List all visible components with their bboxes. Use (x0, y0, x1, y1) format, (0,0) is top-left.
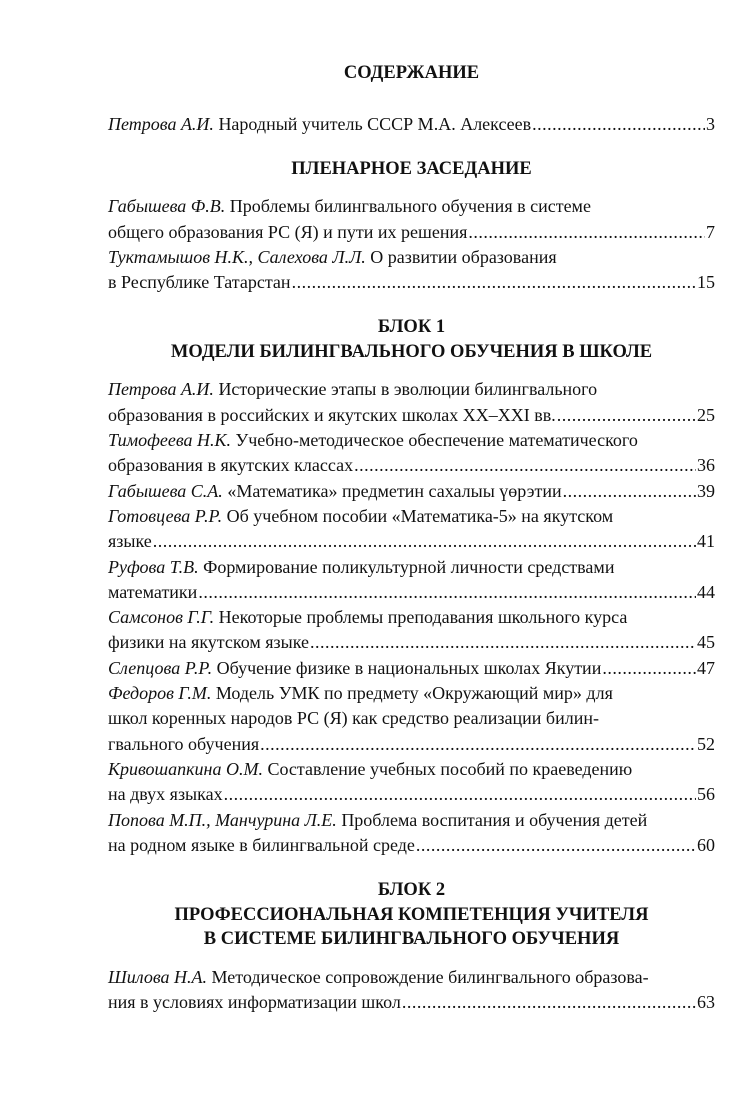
entry-title-line: на родном языке в билингвальной среде (108, 834, 415, 855)
entry-text (108, 630, 309, 655)
dot-leader (602, 656, 696, 681)
entry-text (108, 607, 627, 627)
toc-entry-line (108, 782, 715, 807)
dot-leader (468, 220, 705, 245)
entry-title-line: Некоторые проблемы преподавания школьного курса (218, 607, 628, 628)
toc-entry (108, 757, 715, 808)
entry-title-line: образования в якутских классах (108, 455, 354, 476)
toc-entry (108, 656, 715, 681)
toc-entry-line (108, 112, 715, 137)
entry-title-line: в Республике Татарстан (108, 272, 291, 293)
entry-text (108, 220, 467, 245)
toc-section (108, 315, 715, 858)
toc-entry-line (108, 656, 715, 681)
toc-entry-line (108, 555, 715, 580)
table-of-contents (108, 61, 715, 1015)
entry-author: Туктамышов Н.К., Салехова Л.Л. (108, 246, 366, 267)
entry-title-line: Проблема воспитания и обучения детей (341, 809, 648, 830)
entry-text (108, 732, 259, 757)
toc-entry (108, 965, 715, 1016)
page-title: СОДЕРЖАНИЕ (343, 63, 480, 83)
dot-leader (532, 112, 705, 137)
entry-text (108, 656, 601, 681)
section-heading (108, 878, 715, 952)
toc-entry-line (108, 808, 715, 833)
entry-text (108, 833, 415, 858)
entry-author: Шилова Н.А. (108, 966, 208, 987)
toc-entry (108, 428, 715, 479)
toc-entry-line (108, 833, 715, 858)
section-heading (108, 315, 715, 364)
toc-entry-line (108, 630, 715, 655)
dot-leader (224, 782, 696, 807)
toc-section (108, 157, 715, 296)
entry-author: Габышева Ф.В. (108, 196, 226, 217)
toc-entry-line (108, 706, 715, 731)
toc-entry-line (108, 377, 715, 402)
section-heading-line: МОДЕЛИ БИЛИНГВАЛЬНОГО ОБУЧЕНИЯ В ШКОЛЕ (170, 341, 653, 362)
entry-title-line: ния в условиях информатизации школ (108, 991, 401, 1012)
toc-entry (108, 245, 715, 296)
page-number: 47 (697, 657, 715, 678)
entry-text (108, 453, 353, 478)
toc-entry (108, 194, 715, 245)
entry-author: Федоров Г.М. (108, 683, 212, 704)
entry-title-line: математики (108, 581, 198, 602)
entry-title-line: общего образования РС (Я) и пути их решения (108, 221, 468, 242)
toc-entry (108, 504, 715, 555)
entry-text (108, 430, 638, 450)
entry-title-line: «Математика» предметин сахалыы үөрэтии (227, 480, 562, 501)
dot-leader (563, 479, 696, 504)
toc-entry (108, 479, 715, 504)
entry-text (108, 810, 647, 830)
toc-entry (108, 681, 715, 757)
entry-title-line: физики на якутском языке (108, 632, 310, 653)
toc-entry-line (108, 428, 715, 453)
toc-entry (108, 555, 715, 606)
toc-entry-line (108, 403, 715, 428)
dot-leader (292, 270, 696, 295)
toc-entry-line (108, 580, 715, 605)
entry-title-line: на двух языках (108, 784, 223, 805)
entry-author: Петрова А.И. (108, 379, 214, 400)
entry-author: Тимофеева Н.К. (108, 430, 231, 451)
toc-entry (108, 808, 715, 859)
entry-text (108, 529, 152, 554)
entry-text (108, 196, 591, 216)
toc-entry-line (108, 479, 715, 504)
dot-leader (153, 529, 696, 554)
entry-title-line: Методическое сопровождение билингвального образова- (211, 966, 649, 987)
toc-entry-line (108, 757, 715, 782)
toc-entry-line (108, 681, 715, 706)
entry-text (108, 990, 401, 1015)
entry-author: Габышева С.А. (108, 480, 223, 501)
entry-text (108, 112, 531, 137)
dot-leader (557, 403, 696, 428)
page-number: 60 (697, 834, 715, 855)
toc-entry-line (108, 453, 715, 478)
page-number: 7 (706, 221, 715, 242)
toc-entry-line (108, 245, 715, 270)
entry-text (108, 247, 557, 267)
entry-author: Руфова Т.В. (108, 556, 199, 577)
page-number: 25 (697, 404, 715, 425)
page-number: 52 (697, 733, 715, 754)
entry-title-line: школ коренных народов РС (Я) как средство реализации билин- (108, 708, 599, 729)
toc-entry-line (108, 270, 715, 295)
entry-author: Готовцева Р.Р. (108, 505, 223, 526)
entry-title-line: Обучение физике в национальных школах Якутии (216, 657, 602, 678)
entry-author: Попова М.П., Манчурина Л.Е. (108, 809, 337, 830)
toc-entry-line (108, 990, 715, 1015)
page-number: 56 (697, 784, 715, 805)
entry-author: Кривошапкина О.М. (108, 758, 263, 779)
entry-text (108, 759, 632, 779)
toc-entry-line (108, 504, 715, 529)
entry-title-line: гвального обучения (108, 733, 260, 754)
toc-entry (108, 377, 715, 428)
entry-title-line: Народный учитель СССР М.А. Алексеев (218, 113, 532, 134)
toc-entry-line (108, 732, 715, 757)
dot-leader (310, 630, 696, 655)
dot-leader (416, 833, 696, 858)
toc-sections (108, 112, 715, 1016)
dot-leader (402, 990, 696, 1015)
entry-title-line: образования в российских и якутских школах XX–XXI вв. (108, 404, 556, 425)
toc-section (108, 878, 715, 1015)
page-number: 15 (697, 272, 715, 293)
entry-author: Самсонов Г.Г. (108, 607, 215, 628)
entry-title-line: Модель УМК по предмету «Окружающий мир» для (215, 683, 613, 704)
entry-author: Слепцова Р.Р. (108, 657, 213, 678)
page-number: 3 (706, 113, 715, 134)
dot-leader (354, 453, 696, 478)
entry-text (108, 683, 613, 703)
entry-text (108, 557, 614, 577)
page-number: 45 (697, 632, 715, 653)
toc-entry-line (108, 220, 715, 245)
toc-entry-line (108, 605, 715, 630)
entry-text (108, 379, 597, 399)
entry-text (108, 967, 649, 987)
entry-text (108, 270, 291, 295)
section-heading-line: ПРОФЕССИОНАЛЬНАЯ КОМПЕТЕНЦИЯ УЧИТЕЛЯ (174, 904, 649, 925)
entry-title-line: Об учебном пособии «Математика-5» на якутском (226, 505, 614, 526)
toc-entry (108, 605, 715, 656)
entry-title-line: Исторические этапы в эволюции билингвального (218, 379, 598, 400)
section-heading (108, 157, 715, 182)
entry-text (108, 708, 599, 728)
entry-text (108, 479, 562, 504)
dot-leader (260, 732, 696, 757)
toc-entry-line (108, 529, 715, 554)
page-number: 44 (697, 581, 715, 602)
toc-entry-line (108, 194, 715, 219)
section-heading-line: БЛОК 1 (377, 317, 446, 338)
section-heading-line: В СИСТЕМЕ БИЛИНГВАЛЬНОГО ОБУЧЕНИЯ (203, 929, 620, 950)
toc-entry-line (108, 965, 715, 990)
page-number: 63 (697, 991, 715, 1012)
toc-entry (108, 112, 715, 137)
entry-text (108, 403, 556, 428)
entry-title-line: О развитии образования (370, 246, 557, 267)
entry-text (108, 580, 197, 605)
entry-title-line: языке (108, 531, 152, 552)
entry-title-line: Учебно-методическое обеспечение математического (235, 430, 638, 451)
dot-leader (198, 580, 696, 605)
entry-text (108, 506, 613, 526)
entry-title-line: Формирование поликультурной личности средствами (203, 556, 615, 577)
entry-title-line: Составление учебных пособий по краеведению (267, 758, 633, 779)
page-number: 41 (697, 531, 715, 552)
entry-author: Петрова А.И. (108, 113, 214, 134)
section-heading-line: ПЛЕНАРНОЕ ЗАСЕДАНИЕ (291, 158, 532, 179)
entry-text (108, 782, 223, 807)
entry-title-line: Проблемы билингвального обучения в системе (229, 196, 591, 217)
page-number: 36 (697, 455, 715, 476)
toc-section (108, 112, 715, 137)
page-number: 39 (697, 480, 715, 501)
section-heading-line: БЛОК 2 (377, 880, 446, 901)
